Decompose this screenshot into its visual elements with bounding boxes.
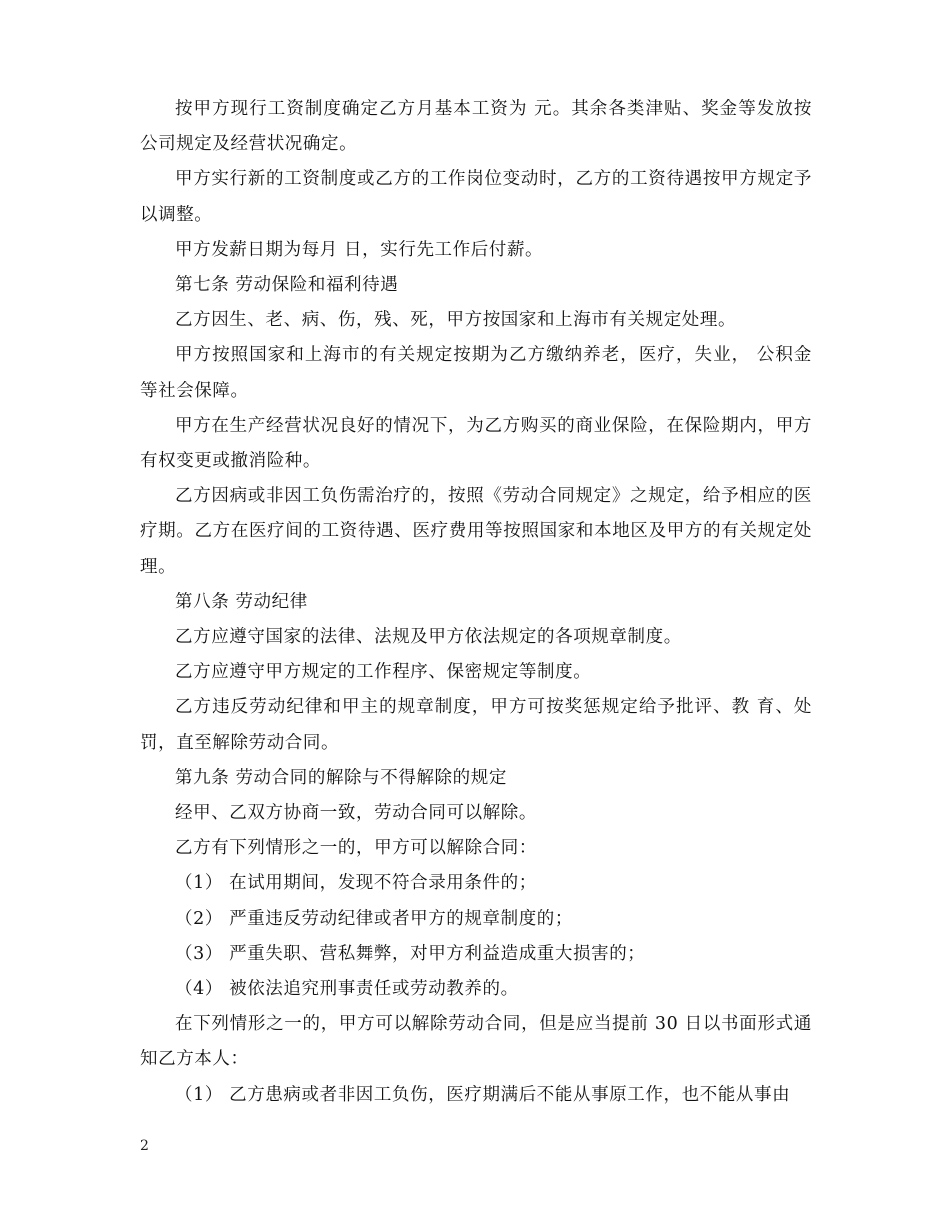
paragraph-payday: 甲方发薪日期为每月 日，实行先工作后付薪。 bbox=[175, 239, 544, 260]
paragraph-salary-adjustment: 甲方实行新的工资制度或乙方的工作岗位变动时，乙方的工资待遇按甲方规定予以调整。 bbox=[140, 169, 812, 225]
list-item-article-9-2-1: （1） 在试用期间，发现不符合录用条件的； bbox=[175, 873, 537, 894]
paragraph-article-7-4: 乙方因病或非因工负伤需治疗的，按照《劳动合同规定》之规定，给予相应的医疗期。乙方在医疗间的工资待遇、医疗费用等按照国家和本地区及甲方的有关规定处理。 bbox=[140, 486, 812, 577]
list-item-article-9-3-1: （1） 乙方患病或者非因工负伤，医疗期满后不能从事原工作，也不能从事由 bbox=[175, 1084, 791, 1105]
paragraph-article-7-1: 乙方因生、老、病、伤，残、死，甲方按国家和上海市有关规定处理。 bbox=[175, 310, 737, 331]
document-body bbox=[140, 92, 812, 1113]
list-item-article-9-2-4: （4） 被依法追究刑事责任或劳动教养的。 bbox=[175, 979, 519, 1000]
paragraph-article-7-2: 甲方按照国家和上海市的有关规定按期为乙方缴纳养老，医疗，失业， 公积金等社会保障。 bbox=[140, 345, 812, 401]
paragraph-article-9-2: 乙方有下列情形之一的，甲方可以解除合同： bbox=[175, 838, 537, 859]
paragraph-basic-salary: 按甲方现行工资制度确定乙方月基本工资为 元。其余各类津贴、奖金等发放按公司规定及经营状况确定。 bbox=[140, 99, 812, 155]
heading-article-8: 第八条 劳动纪律 bbox=[175, 591, 308, 612]
paragraph-article-9-1: 经甲、乙双方协商一致，劳动合同可以解除。 bbox=[175, 803, 537, 824]
paragraph-article-8-2: 乙方应遵守甲方规定的工作程序、保密规定等制度。 bbox=[175, 662, 592, 683]
paragraph-article-7-3: 甲方在生产经营状况良好的情况下，为乙方购买的商业保险，在保险期内，甲方有权变更或撤消险种。 bbox=[140, 415, 812, 472]
heading-article-9: 第九条 劳动合同的解除与不得解除的规定 bbox=[175, 767, 507, 788]
paragraph-article-8-1: 乙方应遵守国家的法律、法规及甲方依法规定的各项规章制度。 bbox=[175, 627, 682, 648]
list-item-article-9-2-3: （3） 严重失职、营私舞弊，对甲方利益造成重大损害的； bbox=[175, 943, 646, 964]
page-number: 2 bbox=[140, 1138, 149, 1154]
heading-article-7: 第七条 劳动保险和福利待遇 bbox=[175, 275, 399, 296]
list-item-article-9-2-2: （2） 严重违反劳动纪律或者甲方的规章制度的； bbox=[175, 908, 573, 929]
paragraph-article-9-3: 在下列情形之一的，甲方可以解除劳动合同，但是应当提前 30 日以书面形式通知乙方本人： bbox=[140, 1014, 812, 1070]
paragraph-article-8-3: 乙方违反劳动纪律和甲主的规章制度，甲方可按奖惩规定给予批评、教 育、处罚，直至解除劳动合同。 bbox=[140, 697, 812, 753]
